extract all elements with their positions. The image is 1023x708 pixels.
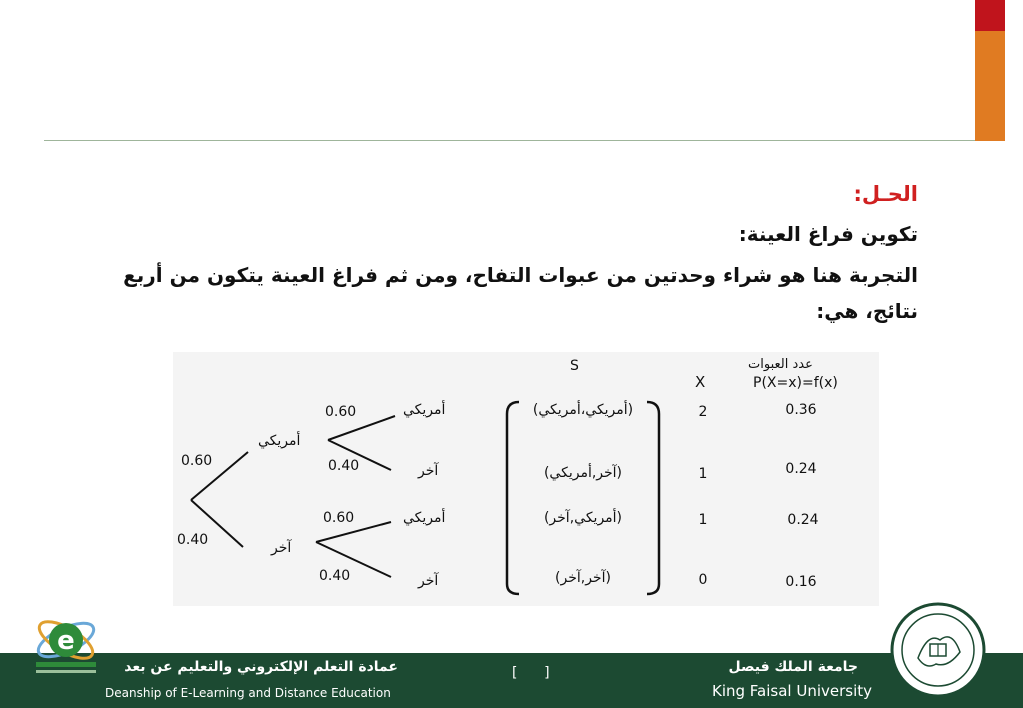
second-stage-upper-label-a: أمريكي (403, 402, 446, 418)
outcome-row-1: (أمريكي،أمريكي) (532, 402, 634, 418)
probability-tree-figure (173, 352, 879, 606)
university-name-en: King Faisal University (712, 682, 873, 700)
p-row-3: 0.24 (787, 512, 819, 528)
body-paragraph: التجربة هنا هو شراء وحدتين من عبوات التفاح، ومن ثم فراغ العينة يتكون من أربع نتائج، هي: (123, 263, 918, 323)
deanship-name-ar: عمادة التعلم الإلكتروني والتعليم عن بعد (124, 659, 398, 675)
p-row-4: 0.16 (785, 574, 817, 590)
sample-space-subheading: تكوين فراغ العينة: (738, 222, 918, 246)
header-p: P(X=x)=f(x) (753, 375, 838, 391)
first-stage-lower-label: آخر (271, 540, 292, 556)
page-number-placeholder: [ ] (512, 665, 550, 681)
x-row-3: 1 (698, 512, 708, 528)
solution-heading: الحـل: (853, 182, 918, 206)
header-x: X (695, 373, 706, 391)
header-count-ar: عدد العبوات (748, 357, 813, 372)
second-stage-lower-label-a: أمريكي (403, 510, 446, 526)
deanship-name-en: Deanship of E-Learning and Distance Education (105, 686, 391, 700)
header-s: S (570, 358, 579, 374)
second-stage-lower-label-b: آخر (418, 573, 439, 589)
set-left-bracket (507, 402, 519, 594)
second-stage-lower-prob-b: 0.40 (319, 568, 351, 584)
title-divider (44, 140, 975, 141)
second-stage-upper-label-b: آخر (418, 463, 439, 479)
second-stage-lower-prob-a: 0.60 (323, 510, 355, 526)
first-stage-upper-prob: 0.60 (181, 453, 213, 469)
accent-bar-red (975, 0, 1005, 31)
outcome-row-2: (آخر,أمريكي) (543, 465, 623, 481)
first-stage-lower-prob: 0.40 (177, 532, 209, 548)
second-stage-upper-prob-b: 0.40 (328, 458, 360, 474)
svg-text:e: e (57, 626, 75, 656)
p-row-2: 0.24 (785, 461, 817, 477)
first-stage-upper-label: أمريكي (258, 433, 301, 449)
outcome-row-3: (أمريكي,آخر) (543, 510, 623, 526)
accent-bar-orange (975, 31, 1005, 141)
second-stage-upper-prob-a: 0.60 (325, 404, 357, 420)
elearning-logo-icon (22, 610, 110, 690)
outcome-row-4: (آخر,آخر) (555, 570, 611, 586)
p-row-1: 0.36 (785, 402, 817, 418)
tree-diagram-svg (173, 352, 879, 606)
x-row-2: 1 (698, 466, 708, 482)
x-row-1: 2 (698, 404, 708, 420)
x-row-4: 0 (698, 572, 708, 588)
set-right-bracket (647, 402, 659, 594)
kfu-seal-icon (888, 600, 988, 700)
university-name-ar: جامعة الملك فيصل (728, 659, 858, 675)
